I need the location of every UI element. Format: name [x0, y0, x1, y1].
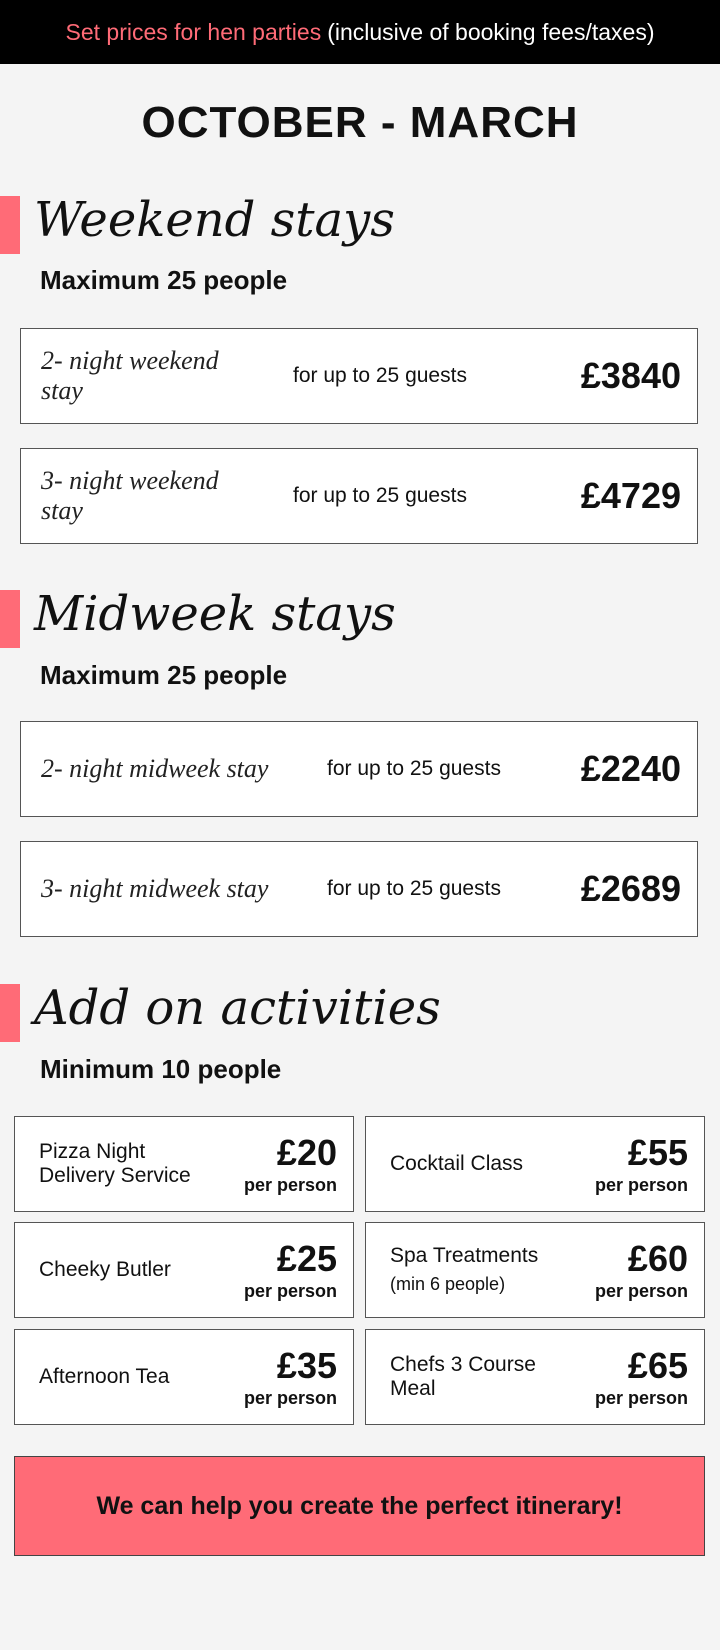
- midweek-stay-card[interactable]: [20, 841, 698, 937]
- section-accent-bar: [0, 196, 20, 254]
- activity-card[interactable]: [365, 1329, 705, 1425]
- stay-guests: for up to 25 guests: [293, 484, 467, 507]
- section-accent-bar: [0, 984, 20, 1042]
- activity-price: £55: [627, 1132, 688, 1173]
- activity-card[interactable]: [14, 1116, 354, 1212]
- itinerary-cta-button[interactable]: We can help you create the perfect itinerary!: [14, 1456, 705, 1556]
- banner-highlight: Set prices for hen parties: [65, 18, 322, 45]
- activity-name: Afternoon Tea: [39, 1365, 170, 1388]
- season-heading: OCTOBER - MARCH: [141, 98, 579, 147]
- stay-name: 2- night weekend stay: [41, 346, 219, 405]
- activity-unit: per person: [243, 1281, 337, 1301]
- stay-price: £2689: [580, 868, 681, 909]
- activity-note: (min 6 people): [390, 1274, 506, 1294]
- activity-card[interactable]: [14, 1222, 354, 1318]
- activity-name: Chefs 3 Course Meal: [390, 1353, 536, 1400]
- activity-card[interactable]: [365, 1222, 705, 1318]
- midweek-title: Midweek stays: [34, 586, 396, 642]
- activity-price: £25: [276, 1238, 337, 1279]
- activity-name: Cocktail Class: [390, 1152, 524, 1175]
- stay-guests: for up to 25 guests: [293, 364, 467, 387]
- weekend-stay-card[interactable]: [20, 448, 698, 544]
- weekend-subtitle: Maximum 25 people: [40, 265, 288, 295]
- activity-unit: per person: [594, 1175, 688, 1195]
- stay-guests: for up to 25 guests: [327, 877, 501, 900]
- midweek-subtitle: Maximum 25 people: [40, 660, 288, 690]
- weekend-title: Weekend stays: [34, 192, 395, 248]
- stay-name: 3- night midweek stay: [41, 874, 269, 903]
- activities-title: Add on activities: [34, 980, 441, 1036]
- activity-price: £20: [276, 1132, 337, 1173]
- section-accent-bar: [0, 590, 20, 648]
- weekend-stay-card[interactable]: [20, 328, 698, 424]
- activity-card[interactable]: [14, 1329, 354, 1425]
- stay-name: 3- night weekend stay: [41, 466, 219, 525]
- activity-unit: per person: [243, 1388, 337, 1408]
- activity-unit: per person: [594, 1388, 688, 1408]
- activity-price: £60: [627, 1238, 688, 1279]
- banner-text: (inclusive of booking fees/taxes): [327, 18, 655, 45]
- activity-unit: per person: [594, 1281, 688, 1301]
- activity-name: Pizza Night Delivery Service: [39, 1140, 191, 1187]
- top-banner: [0, 0, 720, 64]
- activity-unit: per person: [243, 1175, 337, 1195]
- activity-name: Cheeky Butler: [39, 1258, 171, 1281]
- activity-price: £35: [276, 1345, 337, 1386]
- activity-price: £65: [627, 1345, 688, 1386]
- activity-card[interactable]: [365, 1116, 705, 1212]
- activity-name: Spa Treatments: [390, 1244, 539, 1267]
- stay-price: £2240: [580, 748, 681, 789]
- activity-name-block: [390, 1244, 570, 1296]
- stay-name: 2- night midweek stay: [41, 754, 269, 783]
- activities-subtitle: Minimum 10 people: [40, 1054, 282, 1084]
- stay-price: £3840: [580, 355, 681, 396]
- midweek-stay-card[interactable]: [20, 721, 698, 817]
- stay-price: £4729: [580, 475, 681, 516]
- stay-guests: for up to 25 guests: [327, 757, 501, 780]
